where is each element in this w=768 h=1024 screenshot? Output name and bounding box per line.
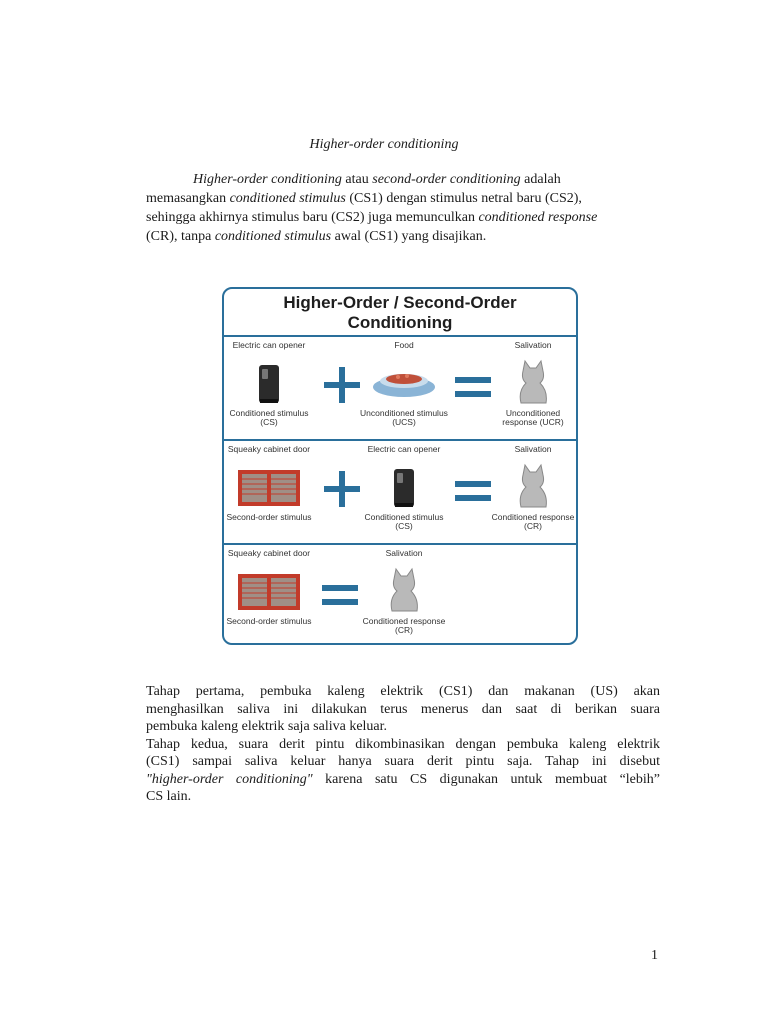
cell-label: Salivation xyxy=(514,340,552,350)
cell-label: Electric can opener xyxy=(367,444,441,454)
text: memasangkan xyxy=(146,191,230,206)
figure-title xyxy=(224,293,576,333)
cell-caption: Conditioned stimulus (CS) xyxy=(229,408,309,427)
text-line: (CS1) sampai saliva keluar hanya suara derit pintu saja. Tahap ini disebut xyxy=(146,754,660,769)
text-line: CS lain. xyxy=(146,789,192,804)
text: atau xyxy=(341,172,373,187)
text-line: pembuka kaleng elektrik saja saliva keluar. xyxy=(146,719,388,734)
cat-icon xyxy=(515,461,551,509)
term-conditioned-response: conditioned response xyxy=(478,210,598,225)
cabinet-door-icon xyxy=(237,469,301,507)
term-conditioned-stimulus: conditioned stimulus xyxy=(214,229,332,244)
cat-icon xyxy=(515,357,551,405)
figure-row-2 xyxy=(224,441,576,544)
equals-icon xyxy=(320,581,360,611)
intro-paragraph xyxy=(146,170,660,246)
cell-label: Salivation xyxy=(385,548,423,558)
cell-caption: Second-order stimulus xyxy=(226,512,312,522)
equals-icon xyxy=(453,373,493,403)
cell-label: Salivation xyxy=(514,444,552,454)
text: (CS1) dengan stimulus netral baru (CS2), xyxy=(345,191,582,206)
document-heading: Higher-order conditioning xyxy=(309,137,459,152)
text: (CR), tanpa xyxy=(146,229,215,244)
cell-caption: Second-order stimulus xyxy=(226,616,312,626)
cat-icon xyxy=(386,565,422,613)
figure-row-1 xyxy=(224,337,576,440)
equals-icon xyxy=(453,477,493,507)
figure-row-3 xyxy=(224,545,576,645)
term-higher-order: Higher-order conditioning xyxy=(193,172,342,187)
text-line: Tahap kedua, suara derit pintu dikombinasikan dengan pembuka kaleng elektrik xyxy=(146,736,660,752)
text: adalah xyxy=(520,172,561,187)
term-higher-order-quoted: "higher-order conditioning" xyxy=(146,771,313,787)
cell-caption: Unconditioned stimulus (UCS) xyxy=(360,408,448,427)
food-bowl-icon xyxy=(371,365,437,401)
can-opener-icon xyxy=(256,363,282,405)
can-opener-icon xyxy=(391,467,417,509)
text-line: Tahap pertama, pembuka kaleng elektrik (CS1) dan makanan (US) akan xyxy=(146,684,660,699)
cell-label: Electric can opener xyxy=(232,340,306,350)
text: sehingga akhirnya stimulus baru (CS2) juga memunculkan xyxy=(146,210,479,225)
figure-title-line1: Higher-Order / Second-Order xyxy=(283,293,517,312)
plus-icon xyxy=(322,469,362,509)
plus-icon xyxy=(322,365,362,405)
text: karena satu CS digunakan untuk membuat “lebih” xyxy=(312,771,660,787)
cell-caption: Conditioned response (CR) xyxy=(362,616,446,635)
text-line xyxy=(146,771,660,789)
figure-title-line2: Conditioning xyxy=(347,313,453,332)
explanation-paragraph xyxy=(146,683,660,806)
text-line: menghasilkan saliva ini dilakukan terus menerus dan saat di berikan suara xyxy=(146,701,660,717)
term-second-order: second-order conditioning xyxy=(372,172,521,187)
cell-label: Squeaky cabinet door xyxy=(227,444,311,454)
cell-caption: Conditioned response (CR) xyxy=(491,512,575,531)
cell-label: Food xyxy=(394,340,414,350)
cell-caption: Conditioned stimulus (CS) xyxy=(364,512,444,531)
conditioning-figure xyxy=(222,287,578,645)
cell-caption: Unconditioned response (UCR) xyxy=(502,408,564,427)
cabinet-door-icon xyxy=(237,573,301,611)
cell-label: Squeaky cabinet door xyxy=(227,548,311,558)
page-number: 1 xyxy=(651,948,658,963)
term-conditioned-stimulus: conditioned stimulus xyxy=(229,191,346,206)
text: awal (CS1) yang disajikan. xyxy=(331,229,487,244)
